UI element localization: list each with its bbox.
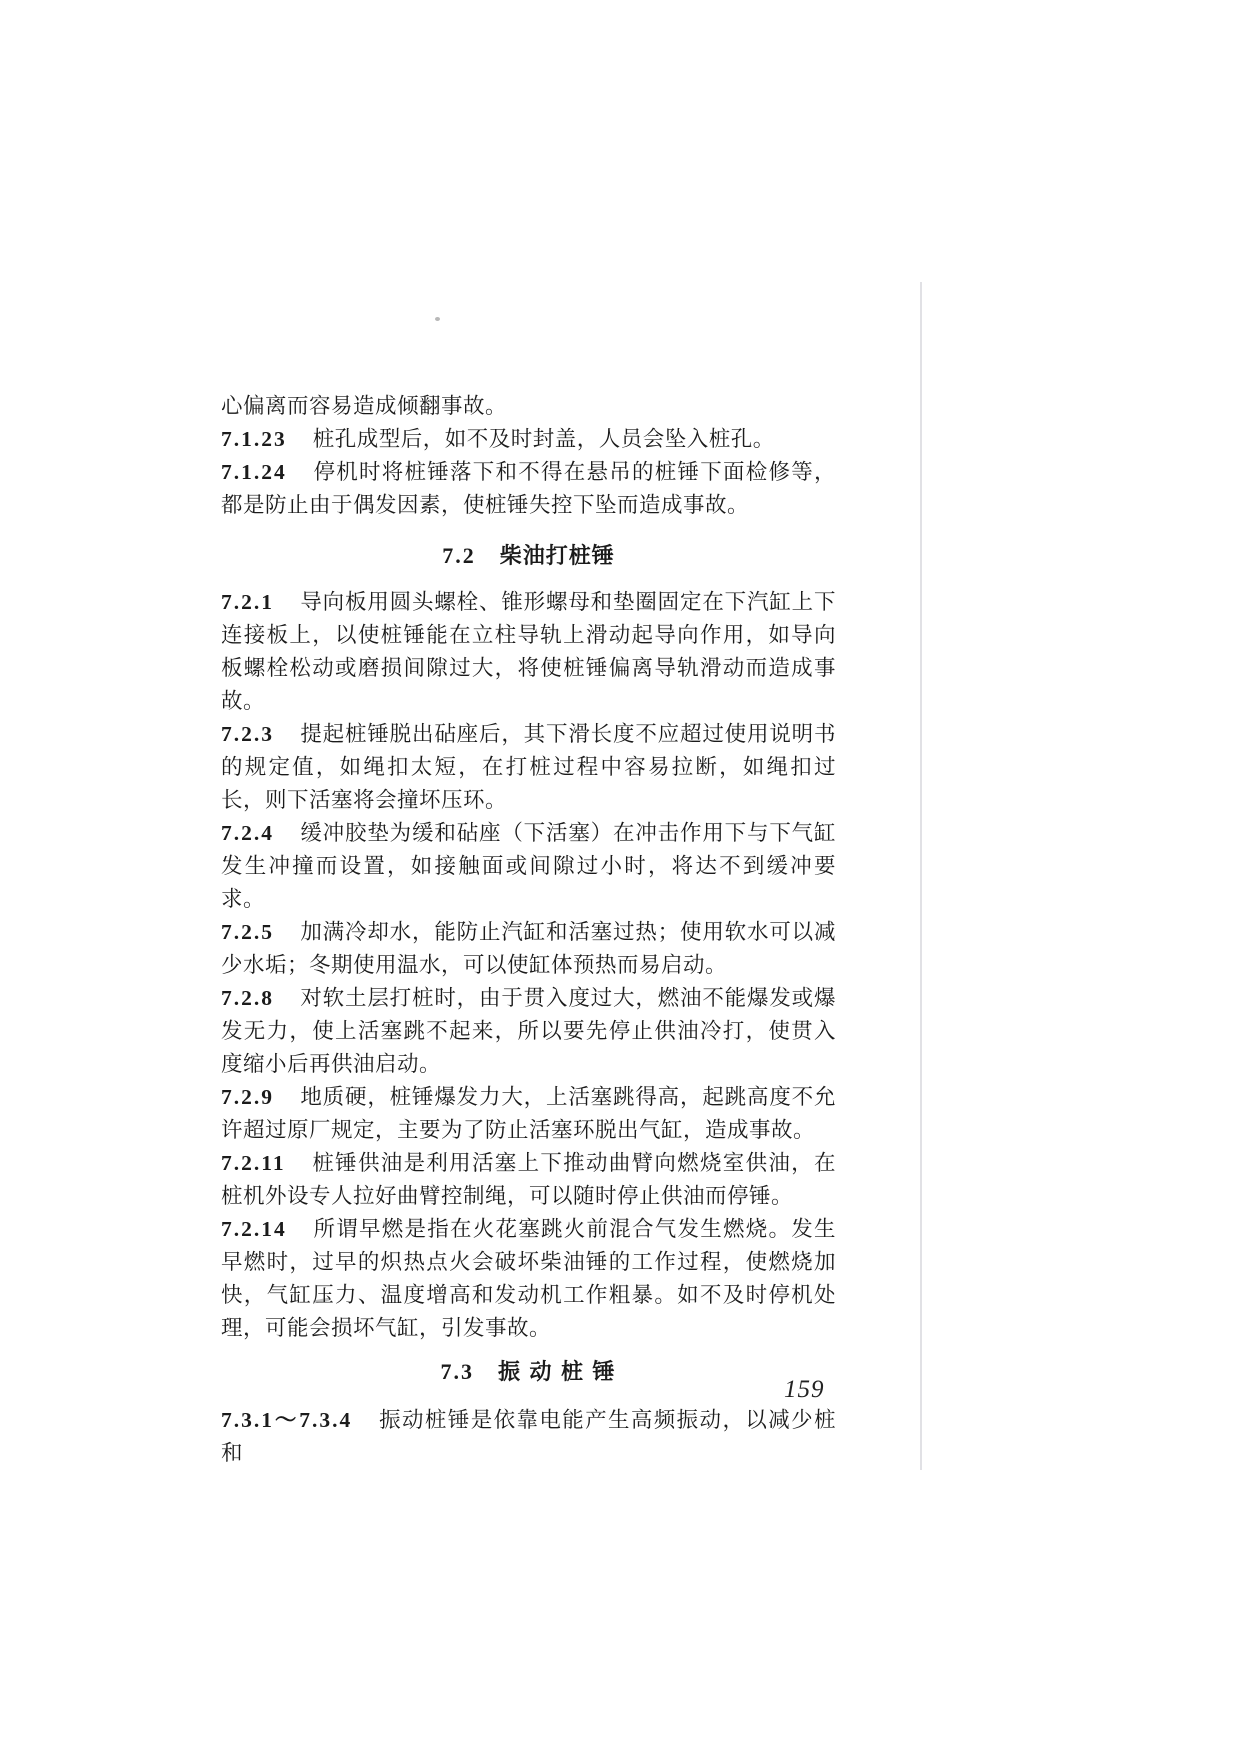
clause-7-2-9 — [221, 1081, 836, 1147]
clause-number: 7.2.14 — [221, 1217, 287, 1241]
clause-number: 7.1.24 — [221, 460, 287, 484]
paragraph-continuation — [221, 390, 836, 423]
section-heading-7-3 — [221, 1355, 836, 1388]
clause-text: 导向板用圆头螺栓、锥形螺母和垫圈固定在下汽缸上下连接板上，以使桩锤能在立柱导轨上滑动起导向作用，如导向板螺栓松动或磨损间隙过大，将使桩锤偏离导轨滑动而造成事故。 — [221, 590, 836, 713]
section-title: 振 动 桩 锤 — [497, 1359, 617, 1384]
clause-number: 7.2.3 — [221, 722, 274, 746]
page-number: 159 — [784, 1376, 825, 1403]
clause-7-2-14 — [221, 1213, 836, 1345]
clause-number: 7.3.1～7.3.4 — [221, 1408, 353, 1432]
section-heading-7-2 — [221, 539, 836, 572]
clause-7-1-23 — [221, 423, 836, 456]
clause-text: 所谓早燃是指在火花塞跳火前混合气发生燃烧。发生早燃时，过早的炽热点火会破坏柴油锤的工作过程，使燃烧加快，气缸压力、温度增高和发动机工作粗暴。如不及时停机处理，可能会损坏气缸，引发事故。 — [221, 1217, 836, 1340]
paragraph-text: 心偏离而容易造成倾翻事故。 — [221, 394, 508, 418]
clause-text: 地质硬，桩锤爆发力大，上活塞跳得高，起跳高度不允许超过原厂规定，主要为了防止活塞环脱出气缸，造成事故。 — [221, 1085, 836, 1142]
scan-vertical-line-artifact — [920, 282, 922, 1470]
clause-text: 桩锤供油是利用活塞上下推动曲臂向燃烧室供油，在桩机外设专人拉好曲臂控制绳，可以随时停止供油而停锤。 — [221, 1151, 836, 1208]
section-number: 7.2 — [442, 543, 476, 568]
clause-7-2-1 — [221, 586, 836, 718]
section-number: 7.3 — [440, 1359, 474, 1384]
clause-7-2-3 — [221, 718, 836, 817]
clause-number: 7.2.8 — [221, 986, 274, 1010]
clause-7-2-4 — [221, 817, 836, 916]
clause-7-2-8 — [221, 982, 836, 1081]
clause-text: 加满冷却水，能防止汽缸和活塞过热；使用软水可以减少水垢；冬期使用温水，可以使缸体预热而易启动。 — [221, 920, 836, 977]
section-title: 柴油打桩锤 — [499, 543, 615, 568]
scan-speck-artifact — [435, 317, 440, 321]
clause-text: 桩孔成型后，如不及时封盖，人员会坠入桩孔。 — [312, 427, 775, 451]
clause-number: 7.1.23 — [221, 427, 287, 451]
clause-7-3-1-to-7-3-4 — [221, 1404, 836, 1470]
clause-text: 提起桩锤脱出砧座后，其下滑长度不应超过使用说明书的规定值，如绳扣太短，在打桩过程中容易拉断，如绳扣过长，则下活塞将会撞坏压环。 — [221, 722, 836, 812]
clause-text: 缓冲胶垫为缓和砧座（下活塞）在冲击作用下与下气缸发生冲撞而设置，如接触面或间隙过小时，将达不到缓冲要求。 — [221, 821, 836, 911]
text-block — [221, 390, 836, 1470]
clause-number: 7.2.1 — [221, 590, 274, 614]
clause-number: 7.2.4 — [221, 821, 274, 845]
clause-7-1-24 — [221, 456, 836, 522]
clause-7-2-11 — [221, 1147, 836, 1213]
clause-7-2-5 — [221, 916, 836, 982]
clause-text: 振动桩锤是依靠电能产生高频振动，以减少桩和 — [221, 1408, 836, 1465]
clause-number: 7.2.9 — [221, 1085, 274, 1109]
clause-text: 停机时将桩锤落下和不得在悬吊的桩锤下面检修等，都是防止由于偶发因素，使桩锤失控下坠而造成事故。 — [221, 460, 836, 517]
clause-text: 对软土层打桩时，由于贯入度过大，燃油不能爆发或爆发无力，使上活塞跳不起来，所以要先停止供油冷打，使贯入度缩小后再供油启动。 — [221, 986, 836, 1076]
clause-number: 7.2.5 — [221, 920, 274, 944]
clause-number: 7.2.11 — [221, 1151, 286, 1175]
